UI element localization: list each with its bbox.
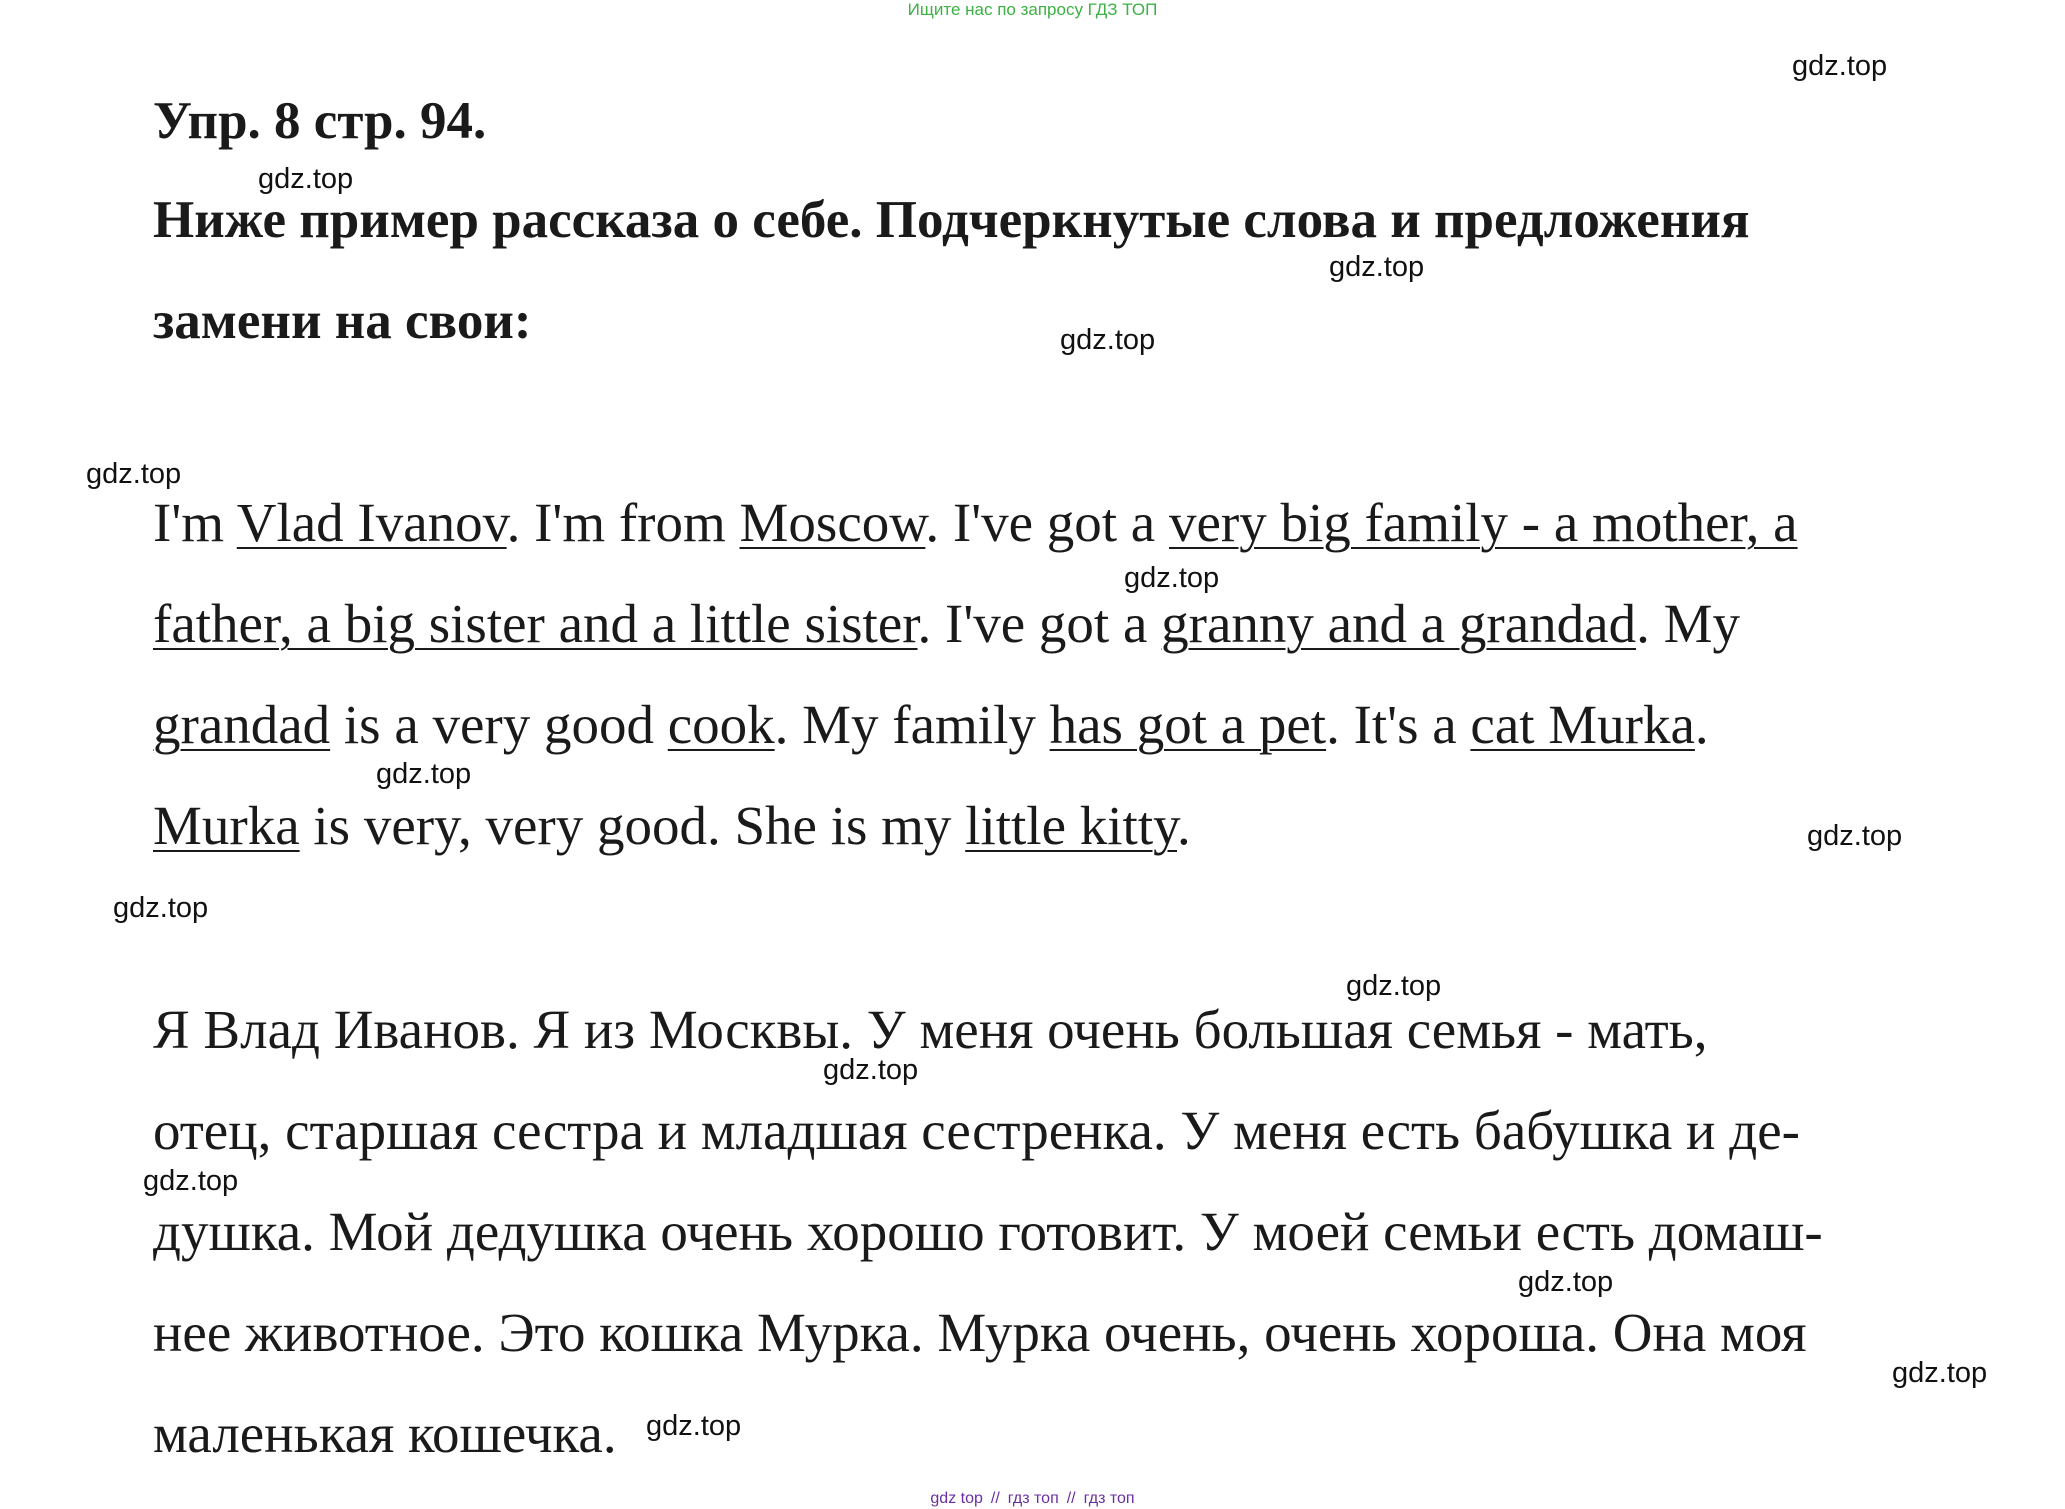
footer-link[interactable]: gdz top xyxy=(930,1490,983,1507)
watermark: gdz.top xyxy=(1124,562,1220,594)
text-segment: is very, very good. She is my xyxy=(299,795,966,856)
top-banner: Ищите нас по запросу ГДЗ ТОП xyxy=(907,0,1158,19)
text-segment: . It's a xyxy=(1326,694,1471,755)
underlined-city: Moscow xyxy=(739,492,926,553)
footer-separator: // xyxy=(990,1490,1000,1507)
watermark: gdz.top xyxy=(86,458,182,490)
text-segment: is a very good xyxy=(330,694,668,755)
watermark: gdz.top xyxy=(1060,324,1156,356)
watermark: gdz.top xyxy=(1807,820,1903,852)
watermark: gdz.top xyxy=(376,758,472,790)
russian-line-2: отец, старшая сестра и младшая сестренка. У меня есть бабушка и де- xyxy=(153,1100,1800,1161)
watermark: gdz.top xyxy=(1518,1266,1614,1298)
underlined-name: Vlad Ivanov xyxy=(236,492,507,553)
text-segment: . My family xyxy=(774,694,1050,755)
english-line-4 xyxy=(153,795,1191,856)
russian-line-5: маленькая кошечка. xyxy=(153,1403,617,1464)
russian-line-3: душка. Мой дедушка очень хорошо готовит. У моей семьи есть домаш- xyxy=(153,1201,1823,1262)
underlined-occupation: cook xyxy=(667,694,775,755)
footer xyxy=(0,1490,2065,1508)
footer-link[interactable]: гдз топ xyxy=(1083,1490,1135,1507)
underlined-family-members: father, a big sister and a little sister xyxy=(153,593,918,654)
english-line-1 xyxy=(153,492,1798,553)
english-line-2 xyxy=(153,593,1740,654)
instruction-line-2: замени на свои: xyxy=(153,292,532,350)
text-segment: . I'm from xyxy=(506,492,740,553)
watermark: gdz.top xyxy=(823,1054,919,1086)
footer-separator: // xyxy=(1066,1490,1076,1507)
underlined-pet-name: cat Murka xyxy=(1470,694,1695,755)
footer-link[interactable]: гдз топ xyxy=(1007,1490,1059,1507)
watermark: gdz.top xyxy=(113,892,209,924)
watermark: gdz.top xyxy=(646,1410,742,1442)
underlined-family: very big family - a mother, a xyxy=(1168,492,1798,553)
underlined-pet-description: little kitty xyxy=(965,795,1178,856)
underlined-pet: has got a pet xyxy=(1049,694,1327,755)
text-segment: . I've got a xyxy=(917,593,1162,654)
russian-line-4: нее животное. Это кошка Мурка. Мурка очень, очень хороша. Она моя xyxy=(153,1302,1807,1363)
underlined-grandparents: granny and a grandad xyxy=(1161,593,1637,654)
underlined-pet-name-2: Murka xyxy=(153,795,300,856)
text-segment: I'm xyxy=(153,492,237,553)
instruction-line-1: Ниже пример рассказа о себе. Подчеркнутые слова и предложения xyxy=(153,191,1750,249)
text-segment: . xyxy=(1694,694,1709,755)
watermark: gdz.top xyxy=(1329,251,1425,283)
text-segment: . xyxy=(1177,795,1191,856)
text-segment: . I've got a xyxy=(925,492,1169,553)
watermark: gdz.top xyxy=(1346,970,1442,1002)
watermark: gdz.top xyxy=(1792,50,1888,82)
text-segment: . My xyxy=(1636,593,1740,654)
watermark: gdz.top xyxy=(1892,1357,1988,1389)
underlined-relative: grandad xyxy=(153,694,331,755)
watermark: gdz.top xyxy=(143,1165,239,1197)
russian-line-1: Я Влад Иванов. Я из Москвы. У меня очень большая семья - мать, xyxy=(153,999,1708,1060)
exercise-title: Упр. 8 стр. 94. xyxy=(153,92,487,150)
watermark: gdz.top xyxy=(258,163,354,195)
english-line-3 xyxy=(153,694,1709,755)
